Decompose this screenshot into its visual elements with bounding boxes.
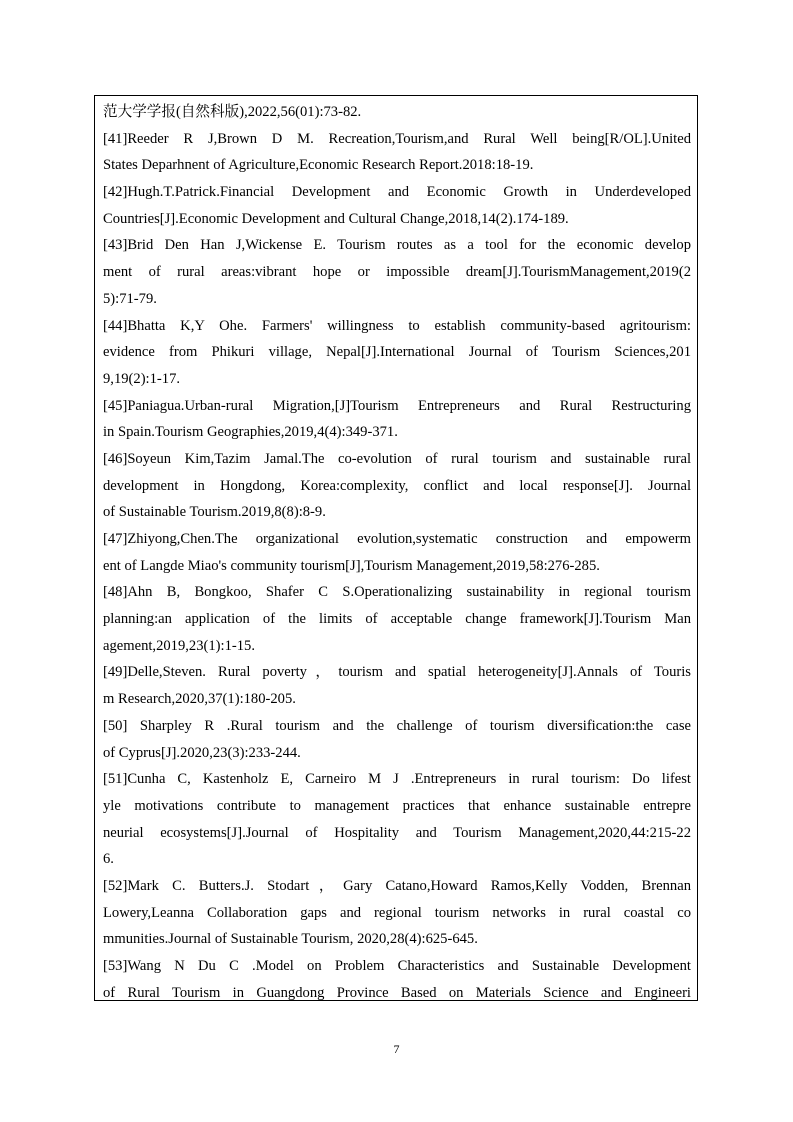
reference-line: yle motivations contribute to management practices that enhance sustainable entrepre	[103, 797, 691, 814]
reference-line: ment of rural areas:vibrant hope or impossible dream[J].TourismManagement,2019(2	[103, 264, 691, 281]
reference-line: of Rural Tourism in Guangdong Province Based on Materials Science and Engineeri	[103, 984, 691, 1001]
reference-line: of Sustainable Tourism.2019,8(8):8-9.	[103, 504, 326, 521]
reference-line: [52]Mark C. Butters.J. Stodart，Gary Catano,Howard Ramos,Kelly Vodden, Brennan	[103, 877, 691, 894]
reference-line: in Spain.Tourism Geographies,2019,4(4):349-371.	[103, 424, 398, 441]
reference-line: States Deparhnent of Agriculture,Economic Research Report.2018:18-19.	[103, 157, 534, 174]
reference-line: [50] Sharpley R .Rural tourism and the challenge of tourism diversification:the case	[103, 717, 691, 734]
reference-line: 9,19(2):1-17.	[103, 370, 181, 387]
reference-line: mmunities.Journal of Sustainable Tourism, 2020,28(4):625-645.	[103, 931, 478, 948]
reference-line: [42]Hugh.T.Patrick.Financial Development and Economic Growth in Underdeveloped	[103, 184, 691, 201]
reference-line: m Research,2020,37(1):180-205.	[103, 691, 296, 708]
reference-line: neurial ecosystems[J].Journal of Hospitality and Tourism Management,2020,44:215-22	[103, 824, 691, 841]
reference-line: [45]Paniagua.Urban-rural Migration,[J]Tourism Entrepreneurs and Rural Restructuring	[103, 397, 691, 414]
reference-line: development in Hongdong, Korea:complexity, conflict and local response[J]. Journal	[103, 477, 691, 494]
reference-line: ent of Langde Miao's community tourism[J],Tourism Management,2019,58:276-285.	[103, 557, 600, 574]
reference-line: planning:an application of the limits of acceptable change framework[J].Tourism Man	[103, 611, 691, 628]
page-number: 7	[393, 1042, 400, 1056]
reference-line: [49]Delle,Steven. Rural poverty，tourism and spatial heterogeneity[J].Annals of Touris	[103, 664, 691, 681]
reference-line: [46]Soyeun Kim,Tazim Jamal.The co-evolution of rural tourism and sustainable rural	[103, 450, 691, 467]
reference-line: [51]Cunha C, Kastenholz E, Carneiro M J .Entrepreneurs in rural tourism: Do lifest	[103, 771, 691, 788]
reference-line: [44]Bhatta K,Y Ohe. Farmers' willingness to establish community-based agritourism:	[103, 317, 691, 334]
reference-line: Countries[J].Economic Development and Cultural Change,2018,14(2).174-189.	[103, 210, 569, 227]
reference-line: evidence from Phikuri village, Nepal[J].International Journal of Tourism Sciences,201	[103, 344, 691, 361]
reference-line: 6.	[103, 851, 114, 868]
reference-line: [43]Brid Den Han J,Wickense E. Tourism routes as a tool for the economic develop	[103, 237, 691, 254]
reference-line: [48]Ahn B, Bongkoo, Shafer C S.Operationalizing sustainability in regional tourism	[103, 584, 691, 601]
reference-list	[103, 99, 691, 1001]
reference-line: 范大学学报(自然科版),2022,56(01):73-82.	[103, 104, 362, 120]
reference-line: [53]Wang N Du C .Model on Problem Characteristics and Sustainable Development	[103, 958, 691, 974]
reference-line: agement,2019,23(1):1-15.	[103, 637, 255, 654]
reference-line: [47]Zhiyong,Chen.The organizational evolution,systematic construction and empowerm	[103, 531, 691, 547]
reference-line: 5):71-79.	[103, 290, 157, 307]
reference-line: of Cyprus[J].2020,23(3):233-244.	[103, 744, 301, 761]
reference-line: Lowery,Leanna Collaboration gaps and regional tourism networks in rural coastal co	[103, 904, 691, 921]
reference-line: [41]Reeder R J,Brown D M. Recreation,Tourism,and Rural Well being[R/OL].United	[103, 130, 691, 147]
references-frame	[94, 95, 698, 1001]
